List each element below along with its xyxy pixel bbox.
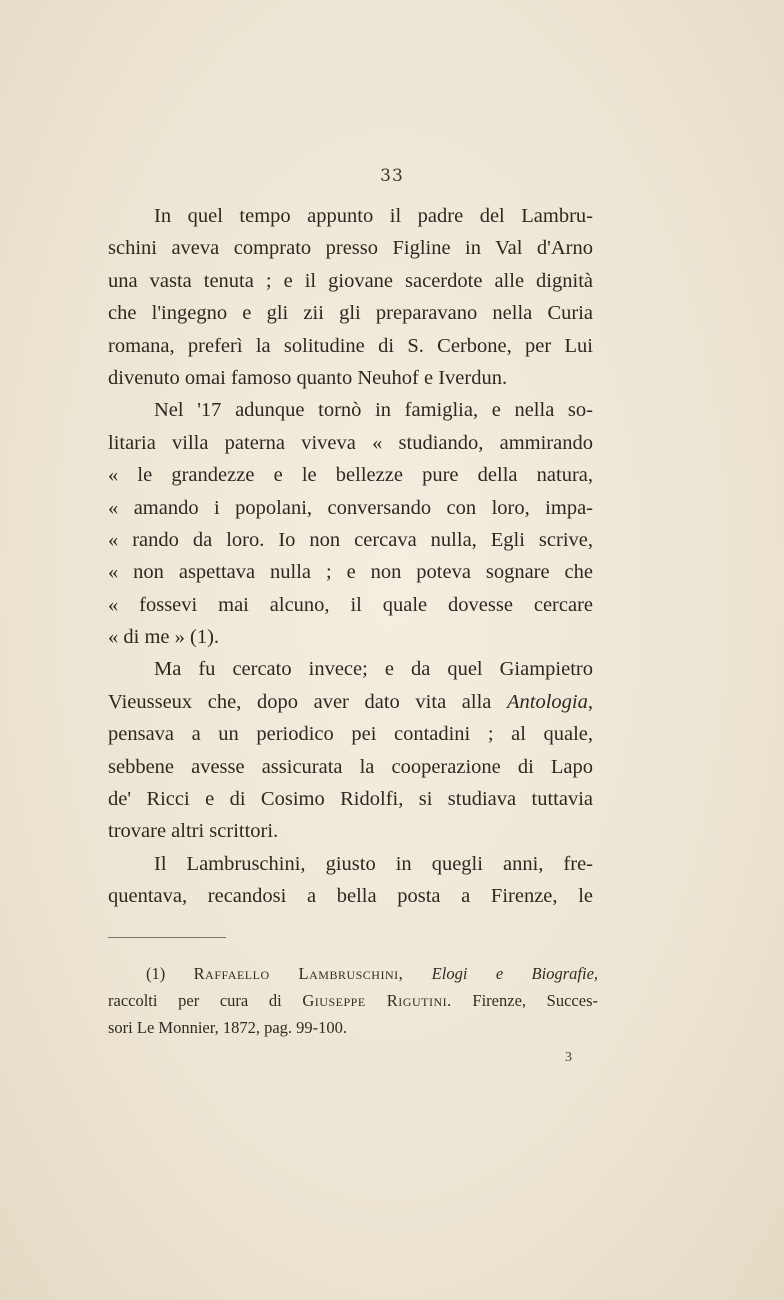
text-fragment: Firenze, Succes-: [451, 991, 598, 1010]
footnote-line: sori Le Monnier, 1872, pag. 99-100.: [108, 1018, 348, 1037]
text-line: che l'ingegno e gli zii gli preparavano nella Curia: [108, 302, 593, 325]
text-line: « le grandezze e le bellezze pure della natura,: [108, 464, 593, 487]
text-line: Ma fu cercato invece; e da quel Giampietro: [154, 658, 593, 681]
text-line: schini aveva comprato presso Figline in Val d'Arno: [108, 237, 593, 260]
signature-mark: 3: [565, 1050, 572, 1065]
footnote-line: [108, 960, 598, 987]
text-line: [108, 686, 593, 718]
page-number: 33: [380, 166, 404, 186]
text-line: « amando i popolani, conversando con loro, impa-: [108, 496, 593, 519]
footnote-divider: [108, 937, 226, 938]
text-line: pensava a un periodico pei contadini ; al quale,: [108, 723, 593, 746]
text-line: « non aspettava nulla ; e non poteva sognare che: [108, 561, 593, 584]
text-line: In quel tempo appunto il padre del Lambru-: [154, 205, 593, 227]
text-line: Nel '17 adunque tornò in famiglia, e nella so-: [154, 399, 593, 422]
text-fragment: Vieusseux che, dopo aver dato vita alla: [108, 690, 508, 713]
text-line: « di me » (1).: [108, 626, 220, 649]
footnote-title: Elogi e Biografie,: [431, 964, 599, 983]
journal-title: Antologia,: [507, 690, 593, 713]
text-line: litaria villa paterna viveva « studiando, ammirando: [108, 431, 593, 454]
text-line: « rando da loro. Io non cercava nulla, Egli scrive,: [108, 528, 593, 551]
footnote-editor: Giuseppe Rigutini.: [302, 991, 452, 1010]
text-line: Il Lambruschini, giusto in quegli anni, fre-: [154, 852, 593, 875]
footnote-author: Raffaello Lambruschini,: [193, 964, 404, 983]
text-line: sebbene avesse assicurata la cooperazione di Lapo: [108, 755, 593, 778]
text-line: romana, preferì la solitudine di S. Cerbone, per Lui: [108, 334, 593, 357]
footnote: [108, 960, 598, 1041]
text-line: divenuto omai famoso quanto Neuhof e Iverdun.: [108, 366, 508, 389]
footnote-marker: (1): [146, 964, 166, 983]
text-fragment: raccolti per cura di: [108, 991, 303, 1010]
text-line: de' Ricci e di Cosimo Ridolfi, si studiava tuttavia: [108, 788, 593, 811]
body-text: [108, 200, 593, 913]
text-line: trovare altri scrittori.: [108, 820, 279, 843]
text-line: una vasta tenuta ; e il giovane sacerdote alle dignità: [108, 269, 593, 292]
text-line: quentava, recandosi a bella posta a Firenze, le: [108, 885, 593, 908]
footnote-line: [108, 987, 598, 1014]
text-line: « fossevi mai alcuno, il quale dovesse cercare: [108, 593, 593, 616]
